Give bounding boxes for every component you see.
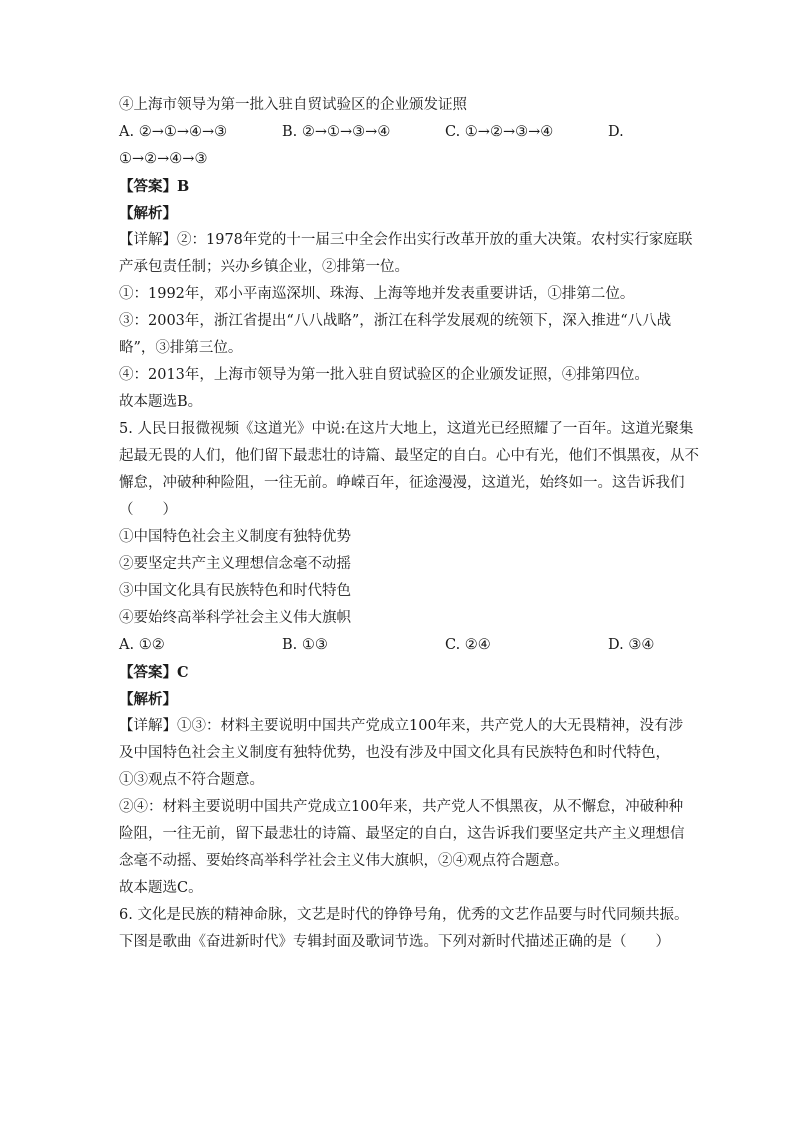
q4-detail-line-2: 产承包责任制；兴办乡镇企业，②排第一位。 [119, 259, 409, 275]
document-page [119, 92, 699, 956]
q5-detail-line-2: 及中国特色社会主义制度有独特优势，也没有涉及中国文化具有民族特色和时代特色， [119, 745, 670, 761]
q5-stem-line-2: 起最无畏的人们，他们留下最悲壮的诗篇、最坚定的自白。心中有光，他们不惧黑夜，从不 [119, 448, 699, 464]
q5-stem-line-3: 懈怠，冲破种种险阻，一往无前。峥嵘百年，征途漫漫，这道光，始终如一。这告诉我们 [119, 475, 685, 491]
q4-option-d-continued: ①→②→④→③ [119, 151, 208, 167]
q5-option-a: A. ①② [119, 637, 165, 653]
q4-detail-line-5: 略”，③排第三位。 [119, 340, 243, 356]
q5-options [119, 632, 679, 659]
q5-detail-line-4: ②④：材料主要说明中国共产党成立100年来，共产党人不惧黑夜，从不懈怠，冲破种种 [119, 799, 684, 815]
q5-detail-line-3: ①③观点不符合题意。 [119, 772, 264, 788]
q4-option-a: A. ②→①→④→③ [119, 124, 228, 140]
q4-detail-line-1: 【详解】②：1978年党的十一届三中全会作出实行改革开放的重大决策。农村实行家庭联 [119, 232, 693, 248]
q5-conclusion: 故本题选C。 [119, 880, 203, 896]
q4-answer: 【答案】B [119, 178, 190, 195]
q5-stem-blank: （ ） [119, 502, 177, 518]
q4-item-4: ④上海市领导为第一批入驻自贸试验区的企业颁发证照 [119, 97, 467, 113]
q5-option-b: B. ①③ [282, 637, 328, 653]
q5-stem-line-1: 5. 人民日报微视频《这道光》中说:在这片大地上，这道光已经照耀了一百年。这道光聚集 [119, 421, 694, 437]
q6-stem-line-1: 6. 文化是民族的精神命脉，文艺是时代的铮铮号角，优秀的文艺作品要与时代同频共振。 [119, 907, 689, 923]
q5-option-d: D. ③④ [608, 637, 655, 653]
q5-item-2: ②要坚定共产主义理想信念毫不动摇 [119, 556, 351, 572]
q5-option-c: C. ②④ [445, 637, 491, 653]
q4-detail-line-3: ①：1992年，邓小平南巡深圳、珠海、上海等地并发表重要讲话，①排第二位。 [119, 286, 635, 302]
q4-option-d: D. [608, 124, 624, 140]
q5-item-1: ①中国特色社会主义制度有独特优势 [119, 529, 351, 545]
q4-option-b: B. ②→①→③→④ [282, 124, 391, 140]
q5-item-4: ④要始终高举科学社会主义伟大旗帜 [119, 610, 351, 626]
q5-answer: 【答案】C [119, 664, 189, 681]
q4-conclusion: 故本题选B。 [119, 394, 203, 410]
q4-option-c: C. ①→②→③→④ [445, 124, 554, 140]
q5-detail-line-5: 险阻，一往无前，留下最悲壮的诗篇、最坚定的自白，这告诉我们要坚定共产主义理想信 [119, 826, 685, 842]
q4-analysis-label: 【解析】 [119, 205, 177, 222]
q4-detail-line-4: ③：2003年，浙江省提出“八八战略”，浙江在科学发展观的统领下，深入推进“八八战 [119, 313, 672, 329]
q5-detail-line-1: 【详解】①③：材料主要说明中国共产党成立100年来，共产党人的大无畏精神，没有涉 [119, 718, 684, 734]
q5-detail-line-6: 念毫不动摇、要始终高举科学社会主义伟大旗帜，②④观点符合题意。 [119, 853, 569, 869]
q5-analysis-label: 【解析】 [119, 691, 177, 708]
q5-item-3: ③中国文化具有民族特色和时代特色 [119, 583, 351, 599]
q6-stem-line-2: 下图是歌曲《奋进新时代》专辑封面及歌词节选。下列对新时代描述正确的是（ ） [119, 934, 670, 950]
q4-options [119, 119, 679, 146]
q4-detail-line-6: ④：2013年，上海市领导为第一批入驻自贸试验区的企业颁发证照，④排第四位。 [119, 367, 649, 383]
